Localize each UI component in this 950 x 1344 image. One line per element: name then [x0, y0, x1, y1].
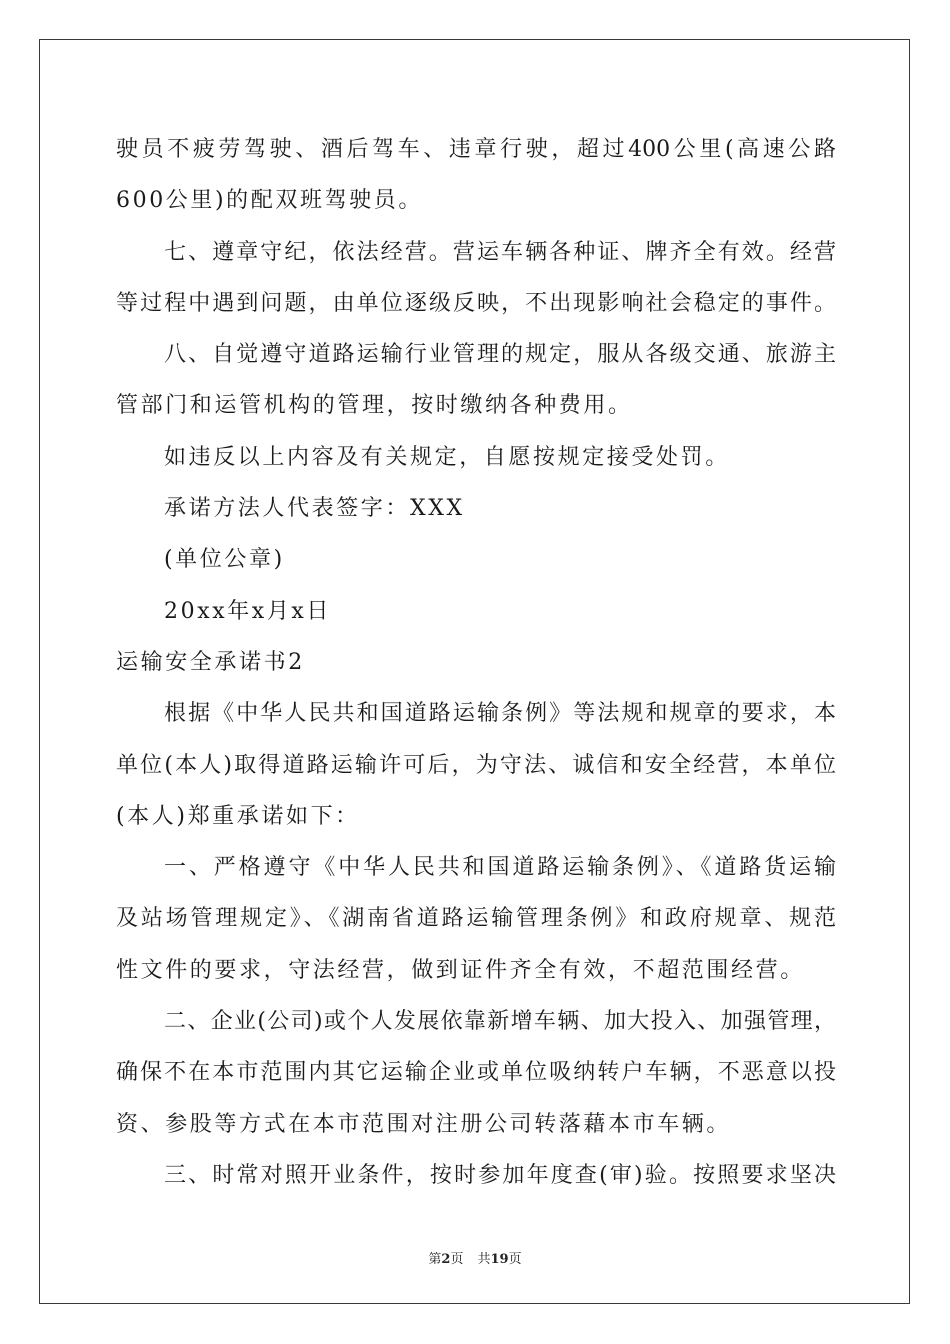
- page-total: 19: [490, 1252, 509, 1267]
- text-line: 管部门和运管机构的管理，按时缴纳各种费用。: [116, 393, 633, 419]
- text-line: 承诺方法人代表签字：XXX: [164, 496, 465, 522]
- text-line: 三、时常对照开业条件，按时参加年度查(审)验。按照要求坚决: [164, 1162, 836, 1188]
- text-line: 一、严格遵守《中华人民共和国道路运输条例》、《道路货运输: [164, 855, 836, 881]
- text-line: 运输安全承诺书2: [116, 649, 305, 675]
- text-line: 二、企业(公司)或个人发展依靠新增车辆、加大投入、加强管理，: [164, 1009, 836, 1035]
- page-prefix: 第: [428, 1252, 442, 1267]
- page-suffix: 页: [450, 1252, 464, 1267]
- text-line: 如违反以上内容及有关规定，自愿按规定接受处罚。: [164, 444, 730, 470]
- text-line: 单位(本人)取得道路运输许可后，为守法、诚信和安全经营，本单位: [116, 752, 836, 778]
- text-line: 七、遵章守纪，依法经营。营运车辆各种证、牌齐全有效。经营: [164, 239, 836, 265]
- text-line: (单位公章): [164, 547, 285, 573]
- document-body: [116, 124, 836, 1201]
- text-line: 及站场管理规定》、《湖南省道路运输管理条例》和政府规章、规范: [116, 906, 836, 932]
- text-line: 性文件的要求，守法经营，做到证件齐全有效，不超范围经营。: [116, 957, 805, 983]
- total-suffix: 页: [508, 1252, 522, 1267]
- text-line: 八、自觉遵守道路运输行业管理的规定，服从各级交通、旅游主: [164, 342, 836, 368]
- text-line: 等过程中遇到问题，由单位逐级反映，不出现影响社会稳定的事件。: [116, 290, 836, 316]
- text-line: 20xx年x月x日: [164, 598, 332, 624]
- total-prefix: 共: [477, 1252, 491, 1267]
- page-current: 2: [441, 1252, 451, 1267]
- text-line: 根据《中华人民共和国道路运输条例》等法规和规章的要求，本: [164, 701, 836, 727]
- page-footer: [0, 1248, 950, 1267]
- text-line: 驶员不疲劳驾驶、酒后驾车、违章行驶，超过400公里(高速公路: [116, 137, 836, 162]
- text-line: 确保不在本市范围内其它运输企业或单位吸纳转户车辆，不恶意以投: [116, 1060, 836, 1086]
- text-line: 600公里)的配双班驾驶员。: [116, 188, 423, 214]
- text-line: (本人)郑重承诺如下：: [116, 803, 360, 829]
- text-line: 资、参股等方式在本市范围对注册公司转落藉本市车辆。: [116, 1111, 732, 1137]
